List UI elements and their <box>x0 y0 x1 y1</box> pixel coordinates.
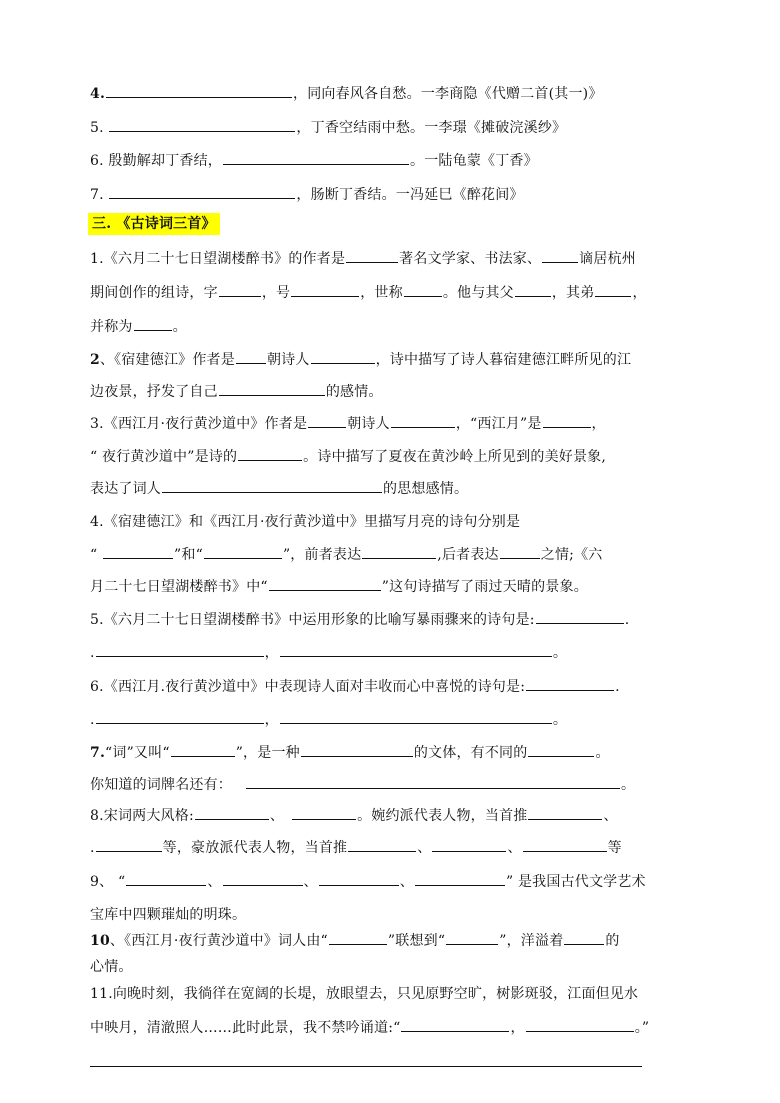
answer-blank[interactable] <box>401 1017 509 1032</box>
question-text: ”这句诗描写了雨过天晴的景象。 <box>381 579 588 595</box>
question-text: 。 <box>172 319 187 335</box>
question-text: “词”又叫“ <box>105 745 170 761</box>
question-text: 1.《六月二十七日望湖楼醉书》的作者是 <box>90 251 346 267</box>
question-3-cont2 <box>90 478 700 500</box>
question-text: ，诗中描写了诗人暮宿建德江畔所见的江 <box>375 352 632 368</box>
answer-blank[interactable] <box>595 282 631 297</box>
question-text: 3.《西江月·夜行黄沙道中》作者是 <box>90 416 308 432</box>
question-9 <box>90 871 700 893</box>
question-text: 、 <box>207 874 222 890</box>
answer-blank[interactable] <box>106 83 292 98</box>
answer-blank[interactable] <box>346 248 398 263</box>
answer-blank[interactable] <box>348 837 416 852</box>
question-text: 、 <box>417 840 432 856</box>
item-number: 10 <box>90 933 110 949</box>
question-4 <box>90 511 700 533</box>
question-text: 并称为 <box>90 319 133 335</box>
answer-blank[interactable] <box>526 676 614 691</box>
question-text: ，其弟 <box>551 285 595 301</box>
answer-blank[interactable] <box>109 184 295 199</box>
question-text: 、 <box>399 874 414 890</box>
answer-blank[interactable] <box>446 930 498 945</box>
question-text: . <box>90 645 95 661</box>
question-text: 、 <box>269 808 285 824</box>
question-text: 。诗中描写了夏夜在黄沙岭上所见到的美好景象, <box>303 449 607 465</box>
question-text: 著名文学家、书法家、 <box>399 251 542 267</box>
question-text: ， <box>264 712 279 728</box>
question-text: 心情。 <box>90 959 133 975</box>
question-text: ，“西江月”是 <box>455 416 542 432</box>
answer-line-full[interactable] <box>90 1066 642 1067</box>
answer-blank[interactable] <box>223 150 409 165</box>
question-text: 。 <box>552 712 568 728</box>
question-text: . <box>90 712 95 728</box>
answer-blank[interactable] <box>109 117 295 132</box>
answer-blank[interactable] <box>219 282 261 297</box>
question-2 <box>90 349 700 371</box>
answer-blank[interactable] <box>134 316 172 331</box>
answer-blank[interactable] <box>391 413 455 428</box>
question-text: 、 <box>303 874 318 890</box>
question-6 <box>90 676 700 698</box>
question-text: 6.《西江月.夜行黄沙道中》中表现诗人面对丰收而心中喜悦的诗句是: <box>90 679 526 695</box>
answer-blank[interactable] <box>291 282 359 297</box>
question-text: ”，洋溢着 <box>499 933 564 949</box>
answer-blank[interactable] <box>162 478 382 493</box>
question-4-cont2 <box>90 576 700 598</box>
line-6 <box>90 150 700 172</box>
question-1-cont2 <box>90 316 700 338</box>
answer-blank[interactable] <box>171 742 235 757</box>
poem-source: ，肠断丁香结。一冯延巳《醉花间》 <box>296 187 524 203</box>
question-text: ， <box>510 1020 525 1036</box>
answer-blank[interactable] <box>238 446 302 461</box>
question-text: 等 <box>607 840 622 856</box>
question-text: ， <box>591 416 606 432</box>
question-text: ， <box>264 645 279 661</box>
item-number: 4. <box>90 86 106 102</box>
answer-blank[interactable] <box>329 930 387 945</box>
question-text: 谪居杭州 <box>579 251 636 267</box>
line-7 <box>90 184 700 206</box>
answer-blank[interactable] <box>536 609 624 624</box>
answer-blank[interactable] <box>542 248 578 263</box>
question-3-cont <box>90 446 700 468</box>
question-7 <box>90 742 700 764</box>
question-text: ”，是一种 <box>235 745 300 761</box>
answer-blank[interactable] <box>528 742 594 757</box>
question-text: ，号 <box>261 285 291 301</box>
question-text: 9、 “ <box>90 874 126 890</box>
answer-blank[interactable] <box>319 871 399 886</box>
question-3 <box>90 413 700 435</box>
question-text: 。 <box>552 645 568 661</box>
question-5-cont <box>90 642 700 664</box>
item-number: 7. <box>90 745 106 761</box>
answer-blank[interactable] <box>280 642 552 657</box>
answer-blank[interactable] <box>96 642 264 657</box>
answer-blank[interactable] <box>204 544 282 559</box>
line-5 <box>90 117 700 139</box>
question-text: ” 是我国古代文学艺术 <box>505 874 646 890</box>
question-text: 宝库中四颗璀灿的明珠。 <box>90 907 247 923</box>
question-8 <box>90 805 700 827</box>
question-1 <box>90 248 700 270</box>
answer-blank[interactable] <box>543 413 591 428</box>
line-4 <box>90 83 700 105</box>
question-11 <box>90 983 700 1005</box>
poem-source: ，丁香空结雨中愁。一李璟《摊破浣溪纱》 <box>296 120 567 136</box>
question-text: 、《宿建德江》作者是 <box>99 352 235 368</box>
answer-blank[interactable] <box>96 709 264 724</box>
question-text: 期间创作的组诗，字 <box>90 285 218 301</box>
question-text: 的感情。 <box>325 384 383 400</box>
question-text: ”，前者表达 <box>282 547 362 563</box>
question-text: 。” <box>634 1020 650 1036</box>
question-text: . <box>624 612 630 628</box>
question-text: 。他与其父 <box>442 285 514 301</box>
answer-blank[interactable] <box>515 282 551 297</box>
answer-blank[interactable] <box>432 837 506 852</box>
answer-blank[interactable] <box>223 871 303 886</box>
answer-blank[interactable] <box>236 349 266 364</box>
question-text: ，世称 <box>360 285 403 301</box>
question-text: 的 <box>605 933 620 949</box>
answer-blank[interactable] <box>269 576 381 591</box>
question-6-cont <box>90 709 700 731</box>
question-text: 。 <box>621 777 636 793</box>
poem-text: 6. 殷勤解却丁香结， <box>90 153 223 169</box>
section-heading <box>88 213 700 235</box>
question-text: 月二十七日望湖楼醉书》中“ <box>90 579 268 595</box>
question-text: 4.《宿建德江》和《西江月·夜行黄沙道中》里描写月亮的诗句分别是 <box>90 514 521 530</box>
answer-blank[interactable] <box>526 1017 634 1032</box>
question-text: 中映月，清澈照人……此时此景，我不禁吟诵道:“ <box>90 1020 401 1036</box>
answer-blank[interactable] <box>311 349 375 364</box>
question-text: . <box>615 679 620 695</box>
answer-blank[interactable] <box>103 544 173 559</box>
question-text: “ <box>90 547 103 563</box>
question-text: 。婉约派代表人物，当首推 <box>357 808 528 824</box>
question-text: 表达了词人 <box>90 481 161 497</box>
poem-source: ，同向春风各自愁。一李商隐《代赠二首(其一)》 <box>293 86 603 102</box>
answer-blank[interactable] <box>219 381 325 396</box>
question-text: “ 夜行黄沙道中”是诗的 <box>90 449 238 465</box>
question-text: 、 <box>507 840 522 856</box>
question-text: 的思想感情。 <box>383 481 469 497</box>
item-number: 5. <box>90 120 109 136</box>
question-text: . <box>90 840 95 856</box>
question-text: 。 <box>595 745 610 761</box>
answer-blank[interactable] <box>292 805 356 820</box>
question-text: 朝诗人 <box>266 352 310 368</box>
question-1-cont <box>90 282 700 304</box>
question-text: ”联想到“ <box>387 933 446 949</box>
answer-blank[interactable] <box>246 774 620 789</box>
answer-blank[interactable] <box>96 837 162 852</box>
answer-blank[interactable] <box>523 837 607 852</box>
question-text: 11.向晚时刻，我徜徉在宽阔的长堤，放眼望去，只见原野空旷，树影斑驳，江面但见水 <box>90 986 639 1002</box>
question-text: ”和“ <box>174 547 203 563</box>
question-text: 你知道的词牌名还有： <box>90 777 232 793</box>
item-number: 7. <box>90 187 109 203</box>
question-10 <box>90 930 700 952</box>
answer-blank[interactable] <box>280 709 552 724</box>
question-text: ,后者表达 <box>437 547 499 563</box>
answer-blank[interactable] <box>404 282 442 297</box>
question-text: 的文体，有不同的 <box>413 745 528 761</box>
answer-blank[interactable] <box>564 930 604 945</box>
question-10-cont <box>90 956 700 978</box>
question-8-cont <box>90 837 700 859</box>
question-2-cont <box>90 381 700 403</box>
question-text: 、《西江月·夜行黄沙道中》词人由“ <box>109 933 328 949</box>
question-text: 之情;《六 <box>540 547 603 563</box>
question-text: 5.《六月二十七日望湖楼醉书》中运用形象的比喻写暴雨骤来的诗句是: <box>90 612 535 628</box>
section-title: 三. 《古诗词三首》 <box>88 213 220 235</box>
question-11-cont <box>90 1017 700 1039</box>
answer-blank[interactable] <box>308 413 346 428</box>
question-7-cont <box>90 774 700 796</box>
answer-blank[interactable] <box>500 544 540 559</box>
answer-blank[interactable] <box>528 805 602 820</box>
answer-blank[interactable] <box>126 871 206 886</box>
question-text: 边夜景，抒发了自己 <box>90 384 218 400</box>
answer-blank[interactable] <box>362 544 436 559</box>
question-text: 8.宋词两大风格: <box>90 808 194 824</box>
question-text: 朝诗人 <box>347 416 390 432</box>
answer-blank[interactable] <box>301 742 413 757</box>
question-9-cont <box>90 904 700 926</box>
poem-source: 。一陆龟蒙《丁香》 <box>410 153 538 169</box>
question-text: 等，豪放派代表人物，当首推 <box>162 840 348 856</box>
question-text: ， <box>632 285 647 301</box>
answer-blank[interactable] <box>415 871 505 886</box>
question-5 <box>90 609 700 631</box>
question-4-cont <box>90 544 700 566</box>
item-number: 2 <box>90 352 100 368</box>
question-text: 、 <box>603 808 618 824</box>
answer-blank[interactable] <box>195 805 269 820</box>
